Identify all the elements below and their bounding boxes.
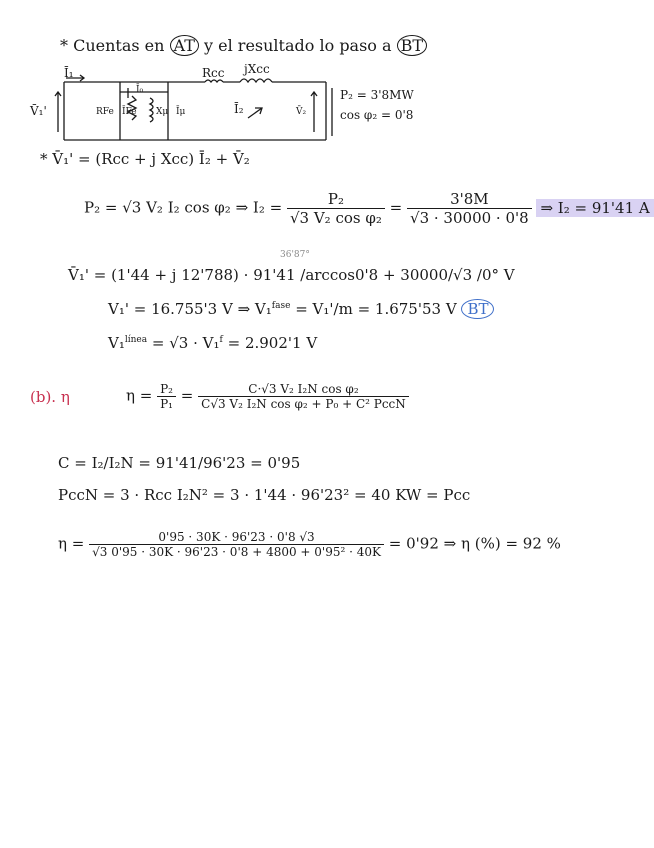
eq2-lhs: P₂ = √3 V₂ I₂ cos φ₂ ⇒ I₂ = [84,198,283,217]
partb-f2-den: C√3 V₂ I₂N cos φ₂ + P₀ + C² PccN [201,397,406,411]
ife-label: ĪFe [122,107,137,117]
v2-label: V̄₂ [296,107,307,117]
angle-annotation: 36'87° [280,250,310,260]
equation-3: V̄₁' = (1'44 + j 12'788) · 91'41 /arccos0'8 + 30000/√3 /0° V [68,266,515,284]
v1-label: V̄₁' [30,104,47,118]
i2-result-highlight: ⇒ I₂ = 91'41 A [536,199,653,217]
partb-fraction-1 [157,382,176,411]
partb-fraction-2 [198,382,409,411]
bt-circle: BT [397,35,427,56]
p2-label: P₂ = 3'8MW [340,88,414,102]
eq2-fraction-2 [407,190,532,227]
i0-label: Ī₀ [136,85,144,95]
partb-equals: = [180,386,194,405]
i2-label: Ī₂ [234,102,244,116]
rcc-label: Rcc [202,66,225,80]
jxcc-label: jXcc [244,62,270,76]
header-text-2: y el resultado lo paso a [204,36,392,55]
eq5-text2: = 2.902'1 V [227,334,318,352]
cos-label: cos φ₂ = 0'8 [340,108,414,122]
rfe-label: RFe [96,107,114,117]
part-b-label: (b). η [30,388,70,406]
efficiency-formula [126,382,409,411]
eq2-f1-den: √3 V₂ cos φ₂ [289,209,382,227]
i1-label: Ī₁ [64,66,74,80]
partb-f1-den: P₁ [160,397,173,411]
eq8-num: 0'95 · 30K · 96'23 · 0'8 √3 [89,530,384,545]
eq5-sup: línea [124,335,148,345]
equation-5 [108,334,317,352]
bt-blue-circle: BT [461,299,494,319]
eq2-f1-num: P₂ [287,190,385,209]
partb-f1-num: P₂ [157,382,176,397]
equation-2 [84,190,654,227]
eq2-equals: = [389,198,403,217]
eq2-fraction-1 [287,190,385,227]
xu-label: Xμ [156,107,169,117]
eq8-result: = 0'92 ⇒ η (%) = 92 % [388,534,561,553]
eq5-v: V₁ [108,334,125,352]
equation-4 [108,300,494,318]
eq4-text: V₁' = 16.755'3 V ⇒ V₁ [108,300,272,318]
header-line [60,36,427,55]
equation-8 [58,530,561,559]
eq2-f2-den: √3 · 30000 · 0'8 [410,209,529,227]
equation-1: * V̄₁' = (Rcc + j Xcc) Ī₂ + V̄₂ [40,150,250,168]
eq8-den: √3 0'95 · 30K · 96'23 · 0'8 + 4800 + 0'95² · 40K [92,545,381,559]
eq5-text: = √3 · V₁ [151,334,220,352]
eq2-f2-num: 3'8M [407,190,532,209]
header-text-1: Cuentas en [73,36,165,55]
equation-7: PccN = 3 · Rcc I₂N² = 3 · 1'44 · 96'23² = 40 KW = Pcc [58,486,471,504]
eq4-sup: fase [271,301,291,311]
at-circle: AT [170,35,199,56]
equation-6: C = I₂/I₂N = 91'41/96'23 = 0'95 [58,454,301,472]
eq5-sup2: f [219,335,223,345]
partb-eta: η = [126,386,153,405]
partb-f2-num: C·√3 V₂ I₂N cos φ₂ [198,382,409,397]
iu-label: Īμ [176,107,186,117]
eq8-eta: η = [58,534,85,553]
eq8-fraction [89,530,384,559]
star-mark: * [60,36,68,55]
eq4-text2: = V₁'/m = 1.675'53 V [295,300,457,318]
